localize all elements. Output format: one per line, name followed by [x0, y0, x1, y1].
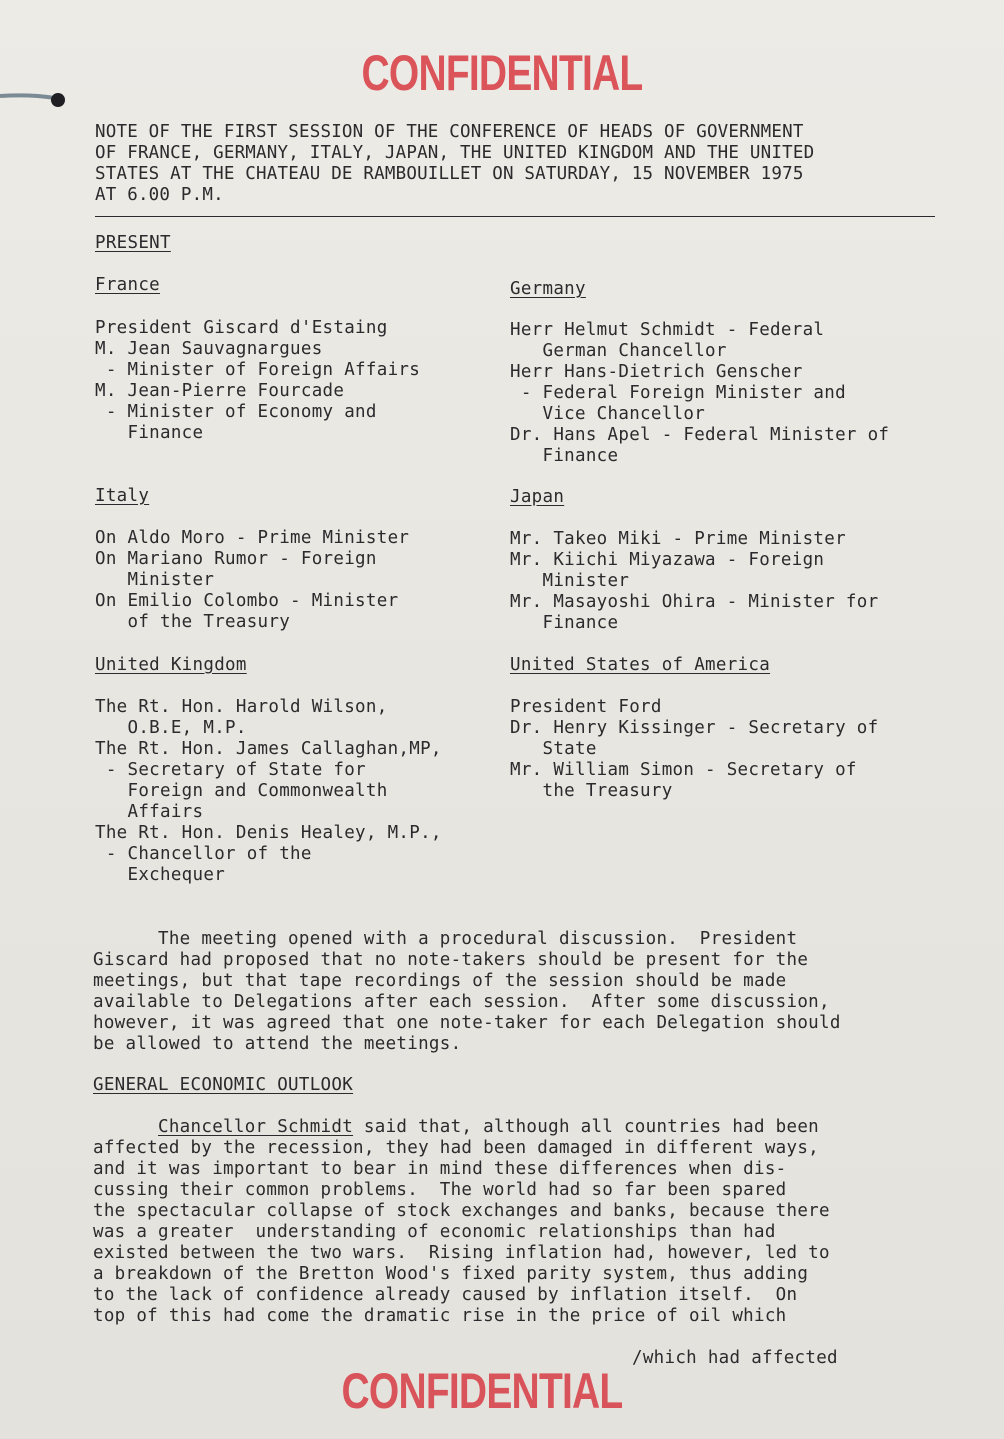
delegation-name-germany: Germany: [510, 279, 586, 299]
delegation-name-us: United States of America: [510, 655, 771, 675]
delegation-members-japan: Mr. Takeo Miki - Prime Minister Mr. Kiichi Miyazawa - Foreign Minister Mr. Masayoshi Ohira - Minister for Finance: [510, 529, 879, 633]
staple-icon: [0, 88, 70, 108]
document-heading: NOTE OF THE FIRST SESSION OF THE CONFERENCE OF HEADS OF GOVERNMENT OF FRANCE, GERMANY, ITALY, JAPAN, THE UNITED KINGDOM AND THE UNITED STATES AT THE CHATEAU DE RAMBOUILLET ON SATURDAY, 15 NOVEMBER 1975 AT 6.00 P.M.: [95, 122, 815, 205]
delegation-members-germany: Herr Helmut Schmidt - Federal German Chancellor Herr Hans-Dietrich Genscher - Federal Foreign Minister and Vice Chancellor Dr. Hans Apel - Federal Minister of Finance: [510, 320, 890, 466]
delegation-name-japan: Japan: [510, 487, 565, 507]
paragraph-first-line: [93, 1117, 973, 1138]
continuation-catchword: /which had affected: [632, 1348, 838, 1368]
delegation-members-uk: The Rt. Hon. Harold Wilson, O.B.E, M.P. The Rt. Hon. James Callaghan,MP, - Secretary of State for Foreign and Commonwealth Affairs The Rt. Hon. Denis Healey, M.P., - Chancellor of the Exchequer: [95, 697, 442, 885]
section-title: GENERAL ECONOMIC OUTLOOK: [93, 1075, 354, 1095]
paragraph-first-line-rest: said that, although all countries had been: [353, 1117, 820, 1137]
delegation-members-france: President Giscard d'Estaing M. Jean Sauvagnargues - Minister of Foreign Affairs M. Jean-Pierre Fourcade - Minister of Economy and Finance: [95, 318, 421, 443]
delegation-name-italy: Italy: [95, 486, 150, 506]
delegation-name-france: France: [95, 275, 161, 295]
speaker-name: Chancellor Schmidt: [158, 1117, 354, 1137]
heading-divider: [95, 216, 935, 217]
economic-paragraph: affected by the recession, they had been damaged in different ways, and it was important to bear in mind these differences when dis- cussing their common problems. The world had so far been spared the spectacular collapse of stock exchanges and banks, because there was a greater understanding of economic relationships than had existed between the two wars. Rising inflation had, however, led to a breakdown of the Bretton Wood's fixed parity system, thus adding to the lack of confidence already caused by inflation itself. On top of this had come the dramatic rise in the price of oil which: [93, 1138, 830, 1326]
confidential-stamp-bottom: CONFIDENTIAL: [341, 1363, 623, 1419]
delegation-members-italy: On Aldo Moro - Prime Minister On Mariano Rumor - Foreign Minister On Emilio Colombo - Minister of the Treasury: [95, 528, 410, 632]
confidential-stamp-top: CONFIDENTIAL: [361, 45, 643, 101]
procedural-paragraph: The meeting opened with a procedural discussion. President Giscard had proposed that no note-takers should be present for the meetings, but that tape recordings of the session should be made available to Delegations after each session. After some discussion, however, it was agreed that one note-taker for each Delegation should be allowed to attend the meetings.: [93, 929, 841, 1054]
delegation-members-us: President Ford Dr. Henry Kissinger - Secretary of State Mr. William Simon - Secretary of the Treasury: [510, 697, 879, 801]
present-label: PRESENT: [95, 233, 171, 253]
delegation-name-uk: United Kingdom: [95, 655, 247, 675]
